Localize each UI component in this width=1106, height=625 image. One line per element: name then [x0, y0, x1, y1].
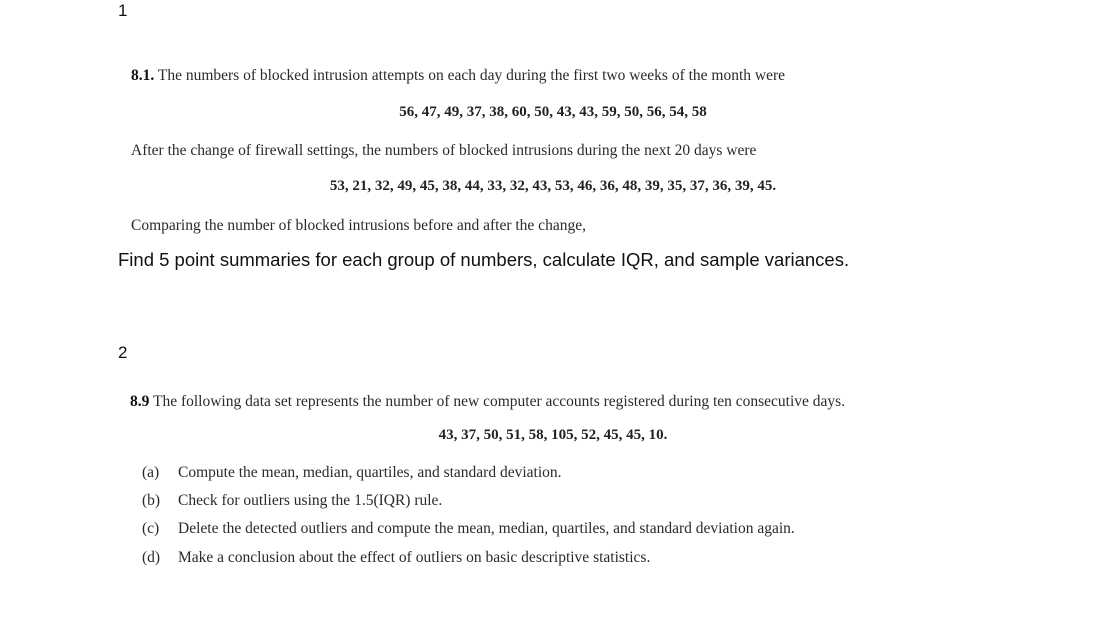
q2-intro-line: [130, 393, 845, 411]
q1-problem-id: 8.1.: [131, 67, 155, 84]
q2-data: 43, 37, 50, 51, 58, 105, 52, 45, 45, 10.: [438, 427, 668, 443]
q2-item-c: [142, 520, 795, 538]
q1-after-text: After the change of firewall settings, the numbers of blocked intrusions during the next 20 days were: [131, 142, 757, 159]
question-1-number: 1: [118, 1, 128, 20]
q1-comparing-text: Comparing the number of blocked intrusions before and after the change,: [131, 217, 586, 234]
q1-task-text: Find 5 point summaries for each group of numbers, calculate IQR, and sample variances.: [118, 249, 850, 270]
q1-data-after: 53, 21, 32, 49, 45, 38, 44, 33, 32, 43, 53, 46, 36, 48, 39, 35, 37, 36, 39, 45.: [329, 178, 777, 194]
q2-item-a: [142, 464, 562, 482]
q2-item-c-text: Delete the detected outliers and compute the mean, median, quartiles, and standard deviation again.: [178, 520, 795, 537]
q2-item-a-text: Compute the mean, median, quartiles, and standard deviation.: [178, 464, 562, 481]
q2-item-b: [142, 492, 442, 510]
q2-item-b-label: (b): [142, 492, 161, 509]
q2-item-d: [142, 549, 650, 567]
q2-problem-id: 8.9: [130, 393, 150, 410]
q2-item-b-text: Check for outliers using the 1.5(IQR) rule.: [178, 492, 443, 509]
question-2-number: 2: [118, 343, 128, 362]
q2-item-d-label: (d): [142, 549, 161, 566]
q1-intro-text: The numbers of blocked intrusion attempts on each day during the first two weeks of the month were: [157, 67, 786, 84]
q1-data-before: 56, 47, 49, 37, 38, 60, 50, 43, 43, 59, 50, 56, 54, 58: [399, 104, 707, 120]
q2-item-c-label: (c): [142, 520, 160, 537]
q1-intro-line: [131, 67, 785, 85]
q2-item-a-label: (a): [142, 464, 160, 481]
q2-intro-text: The following data set represents the number of new computer accounts registered during ten consecutive days.: [152, 393, 846, 410]
q2-item-d-text: Make a conclusion about the effect of outliers on basic descriptive statistics.: [178, 549, 651, 566]
